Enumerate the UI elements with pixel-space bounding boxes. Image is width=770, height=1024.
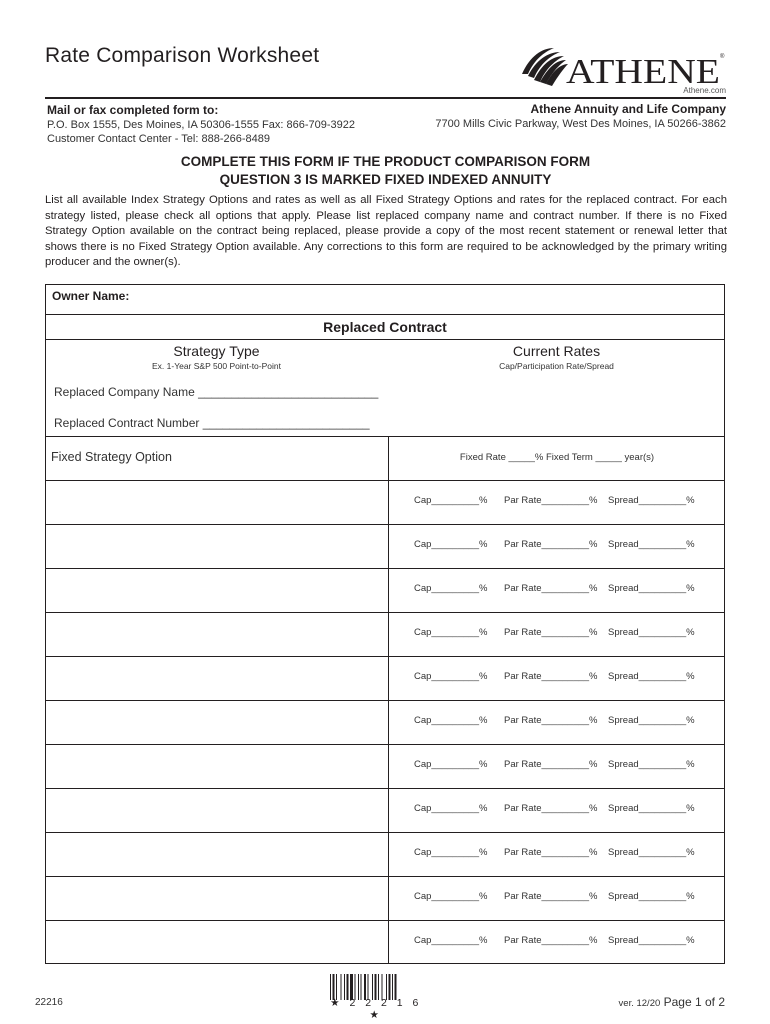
cap-field[interactable]: Cap_________% (414, 495, 488, 506)
par-rate-field[interactable]: Par Rate_________% (504, 935, 598, 946)
mail-heading: Mail or fax completed form to: (47, 103, 219, 117)
replaced-contract-number-field[interactable]: Replaced Contract Number _________________________ (54, 416, 370, 430)
strategy-type-cell[interactable] (46, 701, 387, 743)
website-url: Athene.com (683, 86, 726, 95)
strategy-type-example: Ex. 1-Year S&P 500 Point-to-Point (152, 361, 281, 371)
strategy-type-cell[interactable] (46, 613, 387, 655)
cap-field[interactable]: Cap_________% (414, 583, 488, 594)
par-rate-field[interactable]: Par Rate_________% (504, 583, 598, 594)
cap-field[interactable]: Cap_________% (414, 847, 488, 858)
header-rule (45, 97, 726, 99)
spread-field[interactable]: Spread_________% (608, 935, 695, 946)
spread-field[interactable]: Spread_________% (608, 803, 695, 814)
spread-field[interactable]: Spread_________% (608, 495, 695, 506)
cap-field[interactable]: Cap_________% (414, 759, 488, 770)
par-rate-field[interactable]: Par Rate_________% (504, 803, 598, 814)
strategy-type-cell[interactable] (46, 745, 387, 787)
strategy-type-cell[interactable] (46, 569, 387, 611)
strategy-type-cell[interactable] (46, 481, 387, 523)
version-page (619, 995, 725, 1009)
athene-logo (520, 44, 726, 90)
par-rate-field[interactable]: Par Rate_________% (504, 671, 598, 682)
cap-field[interactable]: Cap_________% (414, 539, 488, 550)
strategy-type-cell[interactable] (46, 525, 387, 567)
company-name: Athene Annuity and Life Company (530, 102, 726, 116)
fixed-strategy-label: Fixed Strategy Option (51, 450, 172, 464)
par-rate-field[interactable]: Par Rate_________% (504, 759, 598, 770)
cap-field[interactable]: Cap_________% (414, 935, 488, 946)
version-label: ver. 12/20 (618, 998, 661, 1009)
company-address: 7700 Mills Civic Parkway, West Des Moines, IA 50266-3862 (435, 118, 726, 130)
spread-field[interactable]: Spread_________% (608, 627, 695, 638)
divider (45, 314, 725, 315)
cap-field[interactable]: Cap_________% (414, 671, 488, 682)
replaced-contract-title: Replaced Contract (323, 319, 447, 335)
current-rates-subheader: Cap/Participation Rate/Spread (499, 361, 614, 371)
page-number: Page 1 of 2 (663, 995, 725, 1009)
cap-field[interactable]: Cap_________% (414, 627, 488, 638)
divider (45, 436, 725, 437)
strategy-type-cell[interactable] (46, 833, 387, 875)
cap-field[interactable]: Cap_________% (414, 803, 488, 814)
par-rate-field[interactable]: Par Rate_________% (504, 495, 598, 506)
svg-text:®: ® (720, 54, 725, 60)
svg-text:ATHENE: ATHENE (566, 52, 720, 90)
spread-field[interactable]: Spread_________% (608, 583, 695, 594)
spread-field[interactable]: Spread_________% (608, 847, 695, 858)
strategy-type-cell[interactable] (46, 921, 387, 963)
strategy-type-cell[interactable] (46, 789, 387, 831)
form-heading-line2: QUESTION 3 IS MARKED FIXED INDEXED ANNUITY (219, 172, 552, 187)
form-heading-line1: COMPLETE THIS FORM IF THE PRODUCT COMPARISON FORM (180, 154, 591, 169)
divider (45, 339, 725, 340)
spread-field[interactable]: Spread_________% (608, 759, 695, 770)
spread-field[interactable]: Spread_________% (608, 671, 695, 682)
contact-center: Customer Contact Center - Tel: 888-266-8489 (47, 133, 270, 145)
par-rate-field[interactable]: Par Rate_________% (504, 891, 598, 902)
mail-address: P.O. Box 1555, Des Moines, IA 50306-1555 Fax: 866-709-3922 (47, 119, 355, 131)
spread-field[interactable]: Spread_________% (608, 715, 695, 726)
par-rate-field[interactable]: Par Rate_________% (504, 715, 598, 726)
page-title: Rate Comparison Worksheet (45, 44, 320, 67)
current-rates-header: Current Rates (512, 343, 601, 359)
cap-field[interactable]: Cap_________% (414, 891, 488, 902)
cap-field[interactable]: Cap_________% (414, 715, 488, 726)
replaced-company-name-field[interactable]: Replaced Company Name ___________________________ (54, 385, 379, 399)
form-number: 22216 (35, 997, 63, 1008)
par-rate-field[interactable]: Par Rate_________% (504, 847, 598, 858)
spread-field[interactable]: Spread_________% (608, 539, 695, 550)
spread-field[interactable]: Spread_________% (608, 891, 695, 902)
par-rate-field[interactable]: Par Rate_________% (504, 539, 598, 550)
barcode-number: ★ 2 2 2 1 6 ★ (330, 997, 422, 1021)
par-rate-field[interactable]: Par Rate_________% (504, 627, 598, 638)
strategy-type-cell[interactable] (46, 877, 387, 919)
fixed-rate-term-field[interactable]: Fixed Rate _____% Fixed Term _____ year(s) (459, 452, 655, 463)
strategy-type-header: Strategy Type (173, 343, 260, 359)
instructions: List all available Index Strategy Options and rates as well as all Fixed Strategy Options and rates for the replaced contract. For each strategy listed, please check all options that apply. Please list replaced company name and contract number. If there is no Fixed Strategy Option available on the contract being replaced, please provide a copy of the most recent statement or renewal letter that shows there is no Fixed Strategy Option available. Any corrections to this form are required to be acknowledged by the primary writing producer and the owner(s). (45, 194, 727, 268)
form-heading (45, 153, 726, 189)
strategy-type-cell[interactable] (46, 657, 387, 699)
owner-name-label: Owner Name: (52, 289, 130, 303)
